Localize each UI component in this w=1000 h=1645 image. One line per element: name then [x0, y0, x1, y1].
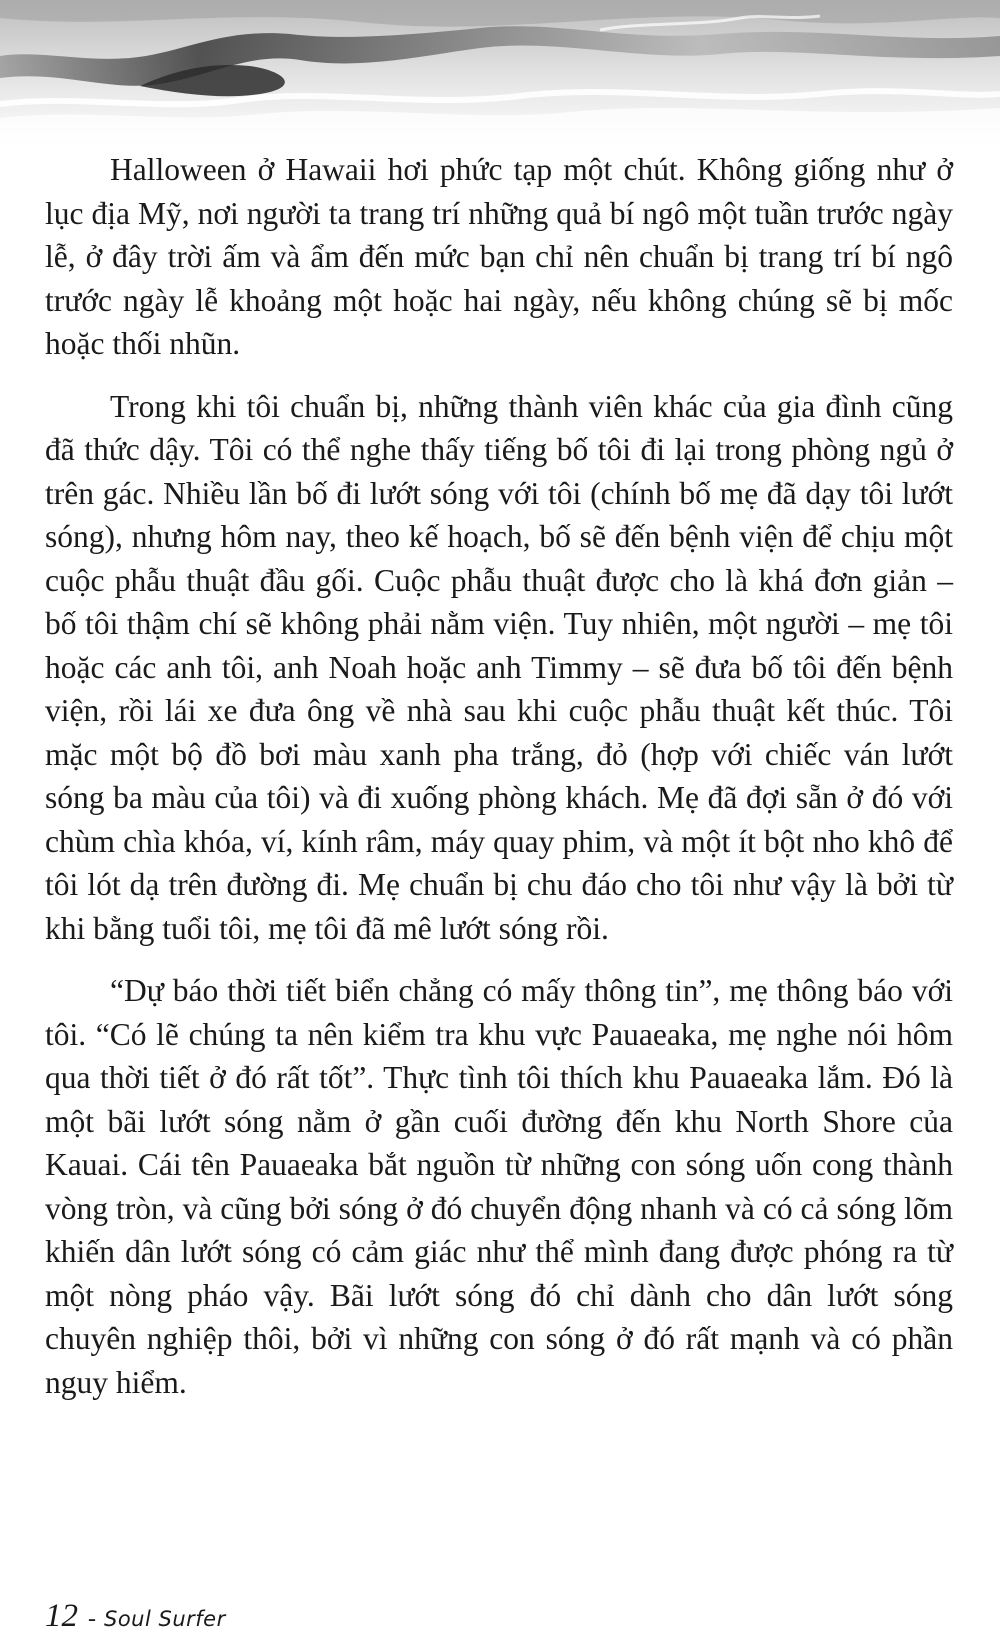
page-footer: [45, 1598, 226, 1635]
footer-separator: -: [88, 1606, 96, 1632]
chapter-body: [45, 148, 953, 1404]
paragraph: Halloween ở Hawaii hơi phức tạp một chút. Không giống như ở lục địa Mỹ, nơi người ta trang trí những quả bí ngô một tuần trước ngày lễ, ở đây trời ấm và ẩm đến mức bạn chỉ nên chuẩn bị trang trí bí ngô trước ngày lễ khoảng một hoặc hai ngày, nếu không chúng sẽ bị mốc hoặc thối nhũn.: [45, 152, 953, 361]
running-title: Soul Surfer: [104, 1607, 226, 1631]
paragraph: “Dự báo thời tiết biển chẳng có mấy thông tin”, mẹ thông báo với tôi. “Có lẽ chúng ta nên kiểm tra khu vực Pauaeaka, mẹ nghe nói hôm qua thời tiết ở đó rất tốt”. Thực tình tôi thích khu Pauaeaka lắm. Đó là một bãi lướt sóng nằm ở gần cuối đường đến khu North Shore của Kauai. Cái tên Pauaeaka bắt nguồn từ những con sóng uốn cong thành vòng tròn, và cũng bởi sóng ở đó chuyển động nhanh và có cả sóng lõm khiến dân lướt sóng có cảm giác như thể mình đang được phóng ra từ một nòng pháo vậy. Bãi lướt sóng đó chỉ dành cho dân lướt sóng chuyên nghiệp thôi, bởi vì những con sóng ở đó rất mạnh và có phần nguy hiểm.: [45, 973, 953, 1400]
page-number: 12: [45, 1598, 78, 1634]
ocean-wave-illustration: [0, 0, 1000, 150]
paragraph: Trong khi tôi chuẩn bị, những thành viên khác của gia đình cũng đã thức dậy. Tôi có thể nghe thấy tiếng bố tôi đi lại trong phòng ngủ ở trên gác. Nhiều lần bố đi lướt sóng với tôi (chính bố mẹ đã dạy tôi lướt sóng), nhưng hôm nay, theo kế hoạch, bố sẽ đến bệnh viện để chịu một cuộc phẫu thuật đầu gối. Cuộc phẫu thuật được cho là khá đơn giản – bố tôi thậm chí sẽ không phải nằm viện. Tuy nhiên, một người – mẹ tôi hoặc các anh tôi, anh Noah hoặc anh Timmy – sẽ đưa bố tôi đến bệnh viện, rồi lái xe đưa ông về nhà sau khi cuộc phẫu thuật kết thúc. Tôi mặc một bộ đồ bơi màu xanh pha trắng, đỏ (hợp với chiếc ván lướt sóng ba màu của tôi) và đi xuống phòng khách. Mẹ đã đợi sẵn ở đó với chùm chìa khóa, ví, kính râm, máy quay phim, và một ít bột nho khô để tôi lót dạ trên đường đi. Mẹ chuẩn bị chu đáo cho tôi như vậy là bởi từ khi bằng tuổi tôi, mẹ tôi đã mê lướt sóng rồi.: [45, 388, 953, 946]
